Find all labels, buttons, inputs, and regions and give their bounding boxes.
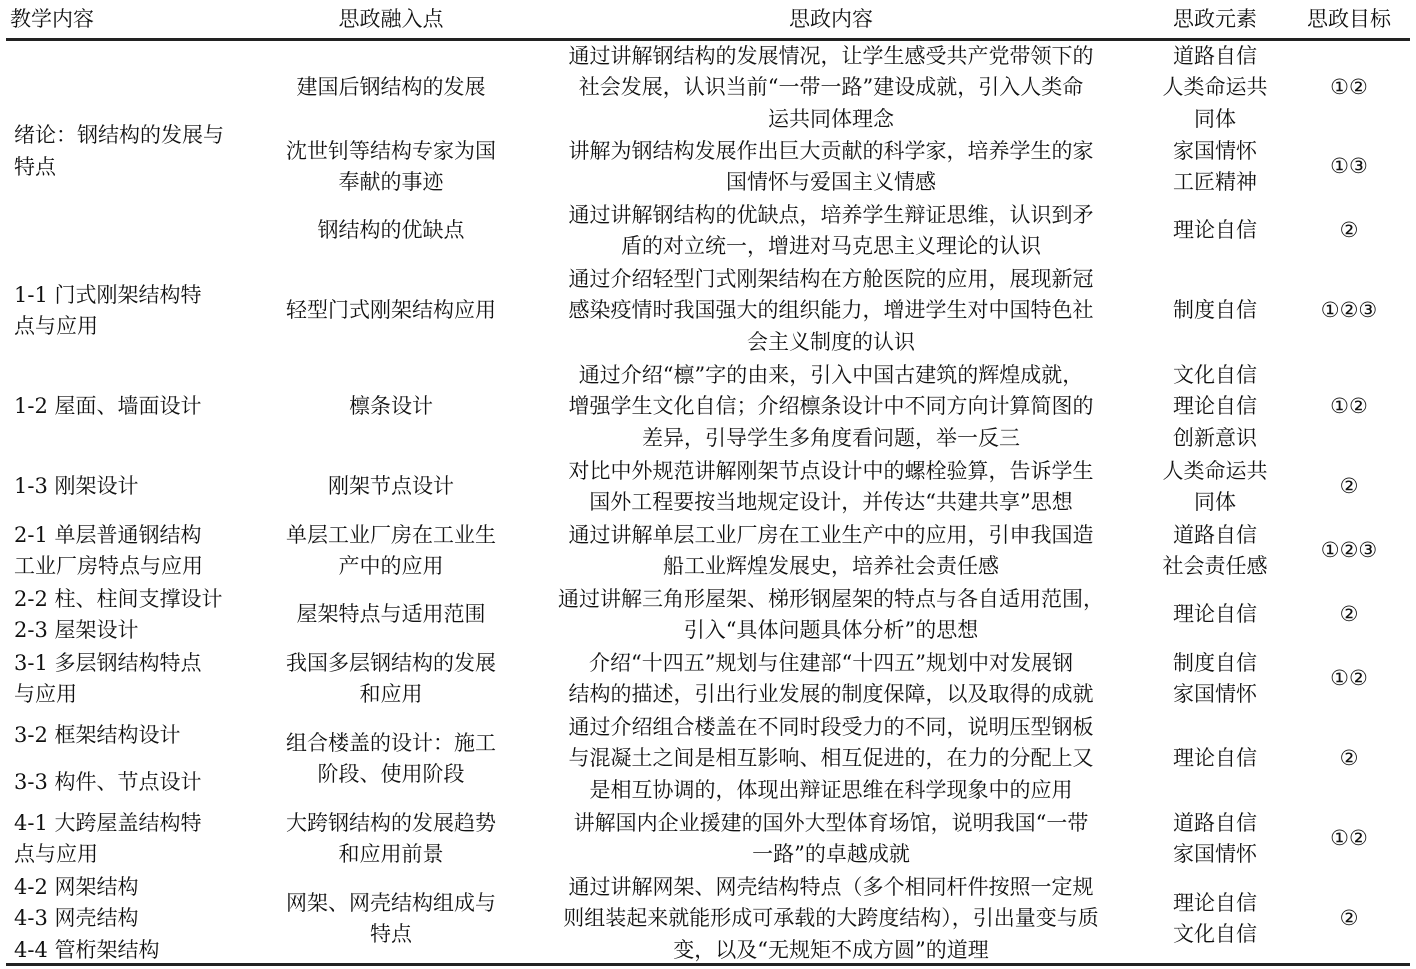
content-line: 变，以及“无规矩不成方圆”的道理: [673, 937, 989, 962]
content-line: 对比中外规范讲解刚架节点设计中的螺栓验算，告诉学生: [568, 458, 1094, 483]
goal-cell: ①②: [1330, 666, 1368, 691]
ideological-content-cell: [520, 647, 1142, 711]
integration-point-cell: [262, 359, 520, 455]
integration-point-cell: [262, 871, 520, 967]
content-line: 与混凝土之间是相互影响、相互促进的，在力的分配上又: [568, 746, 1094, 771]
ideological-content-cell: [520, 711, 1142, 807]
topic-cell: [6, 871, 262, 967]
ideological-content-cell: [520, 263, 1142, 359]
element-line: 社会责任感: [1162, 554, 1268, 578]
ideological-elements-cell: [1142, 135, 1288, 199]
element-line: 家国情怀: [1173, 138, 1257, 163]
point-line: 和应用: [359, 682, 423, 706]
content-line: 结构的描述，引出行业发展的制度保障，以及取得的成就: [568, 682, 1094, 706]
topic-cell: [6, 39, 262, 263]
topic-line: 工业厂房特点与应用: [14, 554, 203, 578]
table-row: [6, 807, 1410, 871]
content-line: 讲解为钢结构发展作出巨大贡献的科学家，培养学生的家: [568, 138, 1094, 163]
content-line: 通过介绍轻型门式刚架结构在方舱医院的应用，展现新冠: [568, 266, 1094, 291]
point-line: 建国后钢结构的发展: [296, 75, 486, 99]
table-row: [6, 39, 1410, 135]
point-line: 和应用前景: [338, 842, 444, 866]
table-row: [6, 871, 1410, 967]
topic-line: 绪论：钢结构的发展与: [14, 123, 224, 148]
ideological-elements-cell: [1142, 871, 1288, 967]
content-line: 通过讲解单层工业厂房在工业生产中的应用，引申我国造: [568, 522, 1094, 547]
content-line: 通过介绍“檩”字的由来，引入中国古建筑的辉煌成就，: [578, 362, 1084, 387]
ideological-content-cell: [520, 583, 1142, 647]
content-line: 会主义制度的认识: [747, 329, 915, 354]
integration-point-cell: [262, 647, 520, 711]
content-line: 运共同体理念: [768, 106, 894, 131]
topic-line: 1-2 屋面、墙面设计: [14, 394, 202, 419]
ideological-teaching-table: [6, 2, 1410, 967]
content-line: 感染疫情时我国强大的组织能力，增进学生对中国特色社: [568, 298, 1094, 323]
topic-cell: [6, 519, 262, 583]
topic-cell: [6, 807, 262, 871]
element-line: 同体: [1194, 106, 1236, 131]
content-line: 通过讲解钢结构的发展情况，让学生感受共产党带领下的: [568, 43, 1094, 68]
element-line: 理论自信: [1173, 218, 1257, 243]
topic-line: 3-3 构件、节点设计: [14, 770, 202, 794]
topic-cell: [6, 263, 262, 359]
topic-cell: [6, 359, 262, 455]
ideological-content-cell: [520, 39, 1142, 135]
element-line: 文化自信: [1173, 922, 1257, 946]
content-line: 国情怀与爱国主义情感: [726, 170, 936, 194]
ideological-elements-cell: [1142, 199, 1288, 263]
element-line: 理论自信: [1173, 890, 1257, 915]
integration-point-cell: [262, 455, 520, 519]
point-line: 特点: [370, 922, 412, 946]
topic-cell: [6, 647, 262, 711]
integration-point-cell: [262, 199, 520, 263]
point-line: 轻型门式刚架结构应用: [286, 298, 496, 323]
table-bottom-rule: [6, 963, 1410, 966]
goal-cell: ①②: [1330, 826, 1368, 851]
element-line: 理论自信: [1173, 746, 1257, 771]
ideological-content-cell: [520, 807, 1142, 871]
integration-point-cell: [262, 519, 520, 583]
table-row: [6, 583, 1410, 647]
content-line: 介绍“十四五”规划与住建部“十四五”规划中对发展钢: [589, 650, 1073, 675]
point-line: 我国多层钢结构的发展: [286, 650, 496, 675]
content-line: 通过介绍组合楼盖在不同时段受力的不同，说明压型钢板: [568, 714, 1094, 739]
goal-cell: ①②③: [1320, 538, 1378, 563]
element-line: 文化自信: [1173, 362, 1257, 387]
header-integration-point: 思政融入点: [262, 2, 520, 39]
ideological-content-cell: [520, 871, 1142, 967]
ideological-elements-cell: [1142, 711, 1288, 807]
ideological-elements-cell: [1142, 647, 1288, 711]
point-line: 网架、网壳结构组成与: [286, 890, 496, 915]
topic-line: 2-2 柱、柱间支撑设计: [14, 586, 223, 611]
topic-line: 4-1 大跨屋盖结构特: [14, 810, 202, 835]
ideological-elements-cell: [1142, 263, 1288, 359]
header-teaching-content: 教学内容: [6, 2, 262, 39]
point-line: 组合楼盖的设计：施工: [286, 730, 496, 755]
ideological-elements-cell: [1142, 583, 1288, 647]
topic-line: 与应用: [14, 682, 77, 706]
topic-cell: [6, 711, 262, 807]
content-line: 国外工程要按当地规定设计，并传达“共建共享”思想: [589, 490, 1073, 514]
topic-line: 点与应用: [14, 314, 98, 338]
content-line: 社会发展，认识当前“一带一路”建设成就，引入人类命: [578, 75, 1084, 99]
point-line: 产中的应用: [338, 554, 444, 578]
integration-point-cell: [262, 583, 520, 647]
goal-cell: ②: [1339, 602, 1359, 627]
content-line: 讲解国内企业援建的国外大型体育场馆，说明我国“一带: [573, 810, 1089, 835]
content-line: 差异，引导学生多角度看问题，举一反三: [642, 425, 1020, 450]
ideological-content-cell: [520, 359, 1142, 455]
table-row: [6, 711, 1410, 807]
goal-cell: ②: [1339, 474, 1359, 499]
content-line: 一路”的卓越成就: [752, 842, 910, 866]
element-line: 道路自信: [1173, 810, 1257, 835]
point-line: 大跨钢结构的发展趋势: [286, 810, 496, 835]
ideological-content-cell: [520, 519, 1142, 583]
topic-line: 4-2 网架结构: [14, 874, 139, 899]
point-line: 钢结构的优缺点: [317, 218, 465, 243]
ideological-content-cell: [520, 135, 1142, 199]
content-line: 盾的对立统一，增进对马克思主义理论的认识: [621, 234, 1041, 258]
element-line: 家国情怀: [1173, 842, 1257, 866]
element-line: 创新意识: [1173, 425, 1257, 450]
element-line: 理论自信: [1173, 394, 1257, 419]
topic-line: 特点: [14, 154, 56, 179]
table-row: [6, 647, 1410, 711]
integration-point-cell: [262, 39, 520, 135]
header-row: [6, 2, 1410, 39]
topic-cell: [6, 455, 262, 519]
element-line: 制度自信: [1173, 298, 1257, 323]
topic-cell: [6, 583, 262, 647]
element-line: 同体: [1194, 490, 1236, 514]
goal-cell: ①②: [1330, 75, 1368, 99]
topic-line: 4-3 网壳结构: [14, 906, 139, 931]
goal-cell: ②: [1339, 906, 1359, 931]
element-line: 制度自信: [1173, 650, 1257, 675]
element-line: 家国情怀: [1173, 682, 1257, 706]
element-line: 道路自信: [1173, 43, 1257, 68]
goal-cell: ①②: [1330, 394, 1368, 419]
content-line: 通过讲解钢结构的优缺点，培养学生辩证思维，认识到矛: [568, 202, 1094, 227]
point-line: 阶段、使用阶段: [317, 762, 465, 786]
element-line: 工匠精神: [1173, 170, 1257, 194]
content-line: 船工业辉煌发展史，培养社会责任感: [663, 554, 999, 578]
ideological-elements-cell: [1142, 807, 1288, 871]
topic-line: 3-1 多层钢结构特点: [14, 650, 202, 675]
point-line: 檩条设计: [349, 394, 433, 419]
integration-point-cell: [262, 135, 520, 199]
point-line: 奉献的事迹: [338, 170, 444, 194]
header-ideological-elements: 思政元素: [1142, 2, 1288, 39]
content-line: 则组装起来就能形成可承载的大跨度结构），引出量变与质: [563, 906, 1099, 931]
element-line: 理论自信: [1173, 602, 1257, 627]
integration-point-cell: [262, 711, 520, 807]
integration-point-cell: [262, 807, 520, 871]
element-line: 人类命运共: [1162, 458, 1268, 483]
header-ideological-content: 思政内容: [520, 2, 1142, 39]
topic-line: 1-1 门式刚架结构特: [14, 282, 202, 307]
element-line: 人类命运共: [1162, 75, 1268, 99]
goal-cell: ①②③: [1320, 298, 1378, 323]
ideological-elements-cell: [1142, 39, 1288, 135]
point-line: 沈世钊等结构专家为国: [286, 138, 496, 163]
table-row: [6, 455, 1410, 519]
point-line: 刚架节点设计: [328, 474, 454, 499]
goal-cell: ①③: [1330, 154, 1368, 179]
table-row: [6, 359, 1410, 455]
ideological-content-cell: [520, 199, 1142, 263]
goal-cell: ②: [1339, 218, 1359, 243]
topic-line: 2-3 屋架设计: [14, 618, 139, 642]
ideological-elements-cell: [1142, 455, 1288, 519]
goal-cell: ②: [1339, 746, 1359, 771]
topic-line: 2-1 单层普通钢结构: [14, 522, 202, 547]
table-row: [6, 263, 1410, 359]
table-row: [6, 519, 1410, 583]
content-line: 增强学生文化自信；介绍檩条设计中不同方向计算简图的: [568, 394, 1094, 419]
content-line: 是相互协调的，体现出辩证思维在科学现象中的应用: [589, 777, 1073, 802]
point-line: 屋架特点与适用范围: [296, 602, 486, 627]
ideological-elements-cell: [1142, 519, 1288, 583]
header-ideological-goals: 思政目标: [1288, 2, 1410, 39]
content-line: 引入“具体问题具体分析”的思想: [683, 618, 979, 642]
topic-line: 1-3 刚架设计: [14, 474, 139, 499]
integration-point-cell: [262, 263, 520, 359]
topic-line: 点与应用: [14, 842, 98, 866]
point-line: 单层工业厂房在工业生: [286, 522, 496, 547]
content-line: 通过讲解网架、网壳结构特点（多个相同杆件按照一定规: [568, 874, 1094, 899]
topic-line: 3-2 框架结构设计: [14, 722, 181, 747]
content-line: 通过讲解三角形屋架、梯形钢屋架的特点与各自适用范围，: [558, 586, 1104, 611]
ideological-content-cell: [520, 455, 1142, 519]
element-line: 道路自信: [1173, 522, 1257, 547]
ideological-elements-cell: [1142, 359, 1288, 455]
topic-line: 4-4 管桁架结构: [14, 937, 160, 962]
